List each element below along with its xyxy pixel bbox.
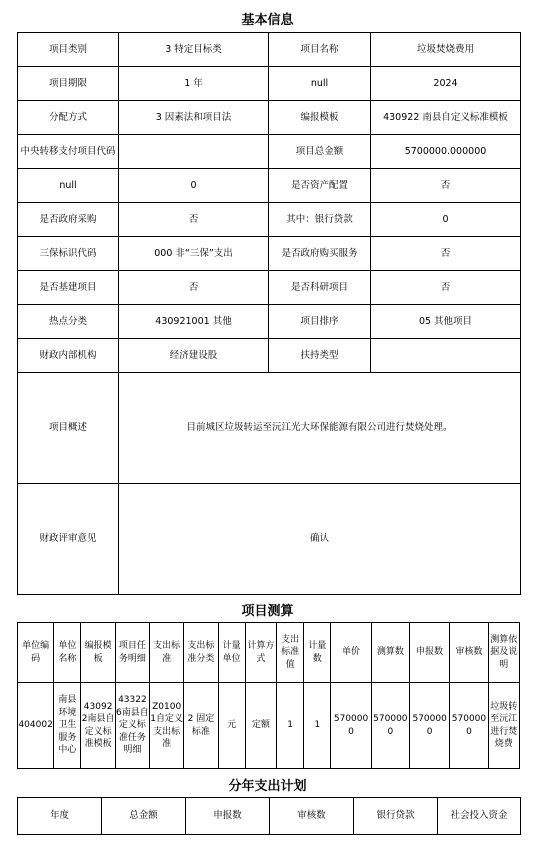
info-row xyxy=(18,135,521,169)
info-value: 2024 xyxy=(371,67,521,101)
info-row xyxy=(18,237,521,271)
info-label: 是否基建项目 xyxy=(18,271,119,305)
info-value: 0 xyxy=(371,203,521,237)
info-row xyxy=(18,169,521,203)
info-row xyxy=(18,203,521,237)
overview-value: 目前城区垃圾转运至沅江光大环保能源有限公司进行焚烧处理。 xyxy=(119,373,521,484)
info-label: null xyxy=(18,169,119,203)
info-value: 5700000.000000 xyxy=(371,135,521,169)
calc-header-cell: 测算依据及说明 xyxy=(488,623,519,683)
yearly-plan-table xyxy=(17,797,521,835)
calc-header-cell: 单价 xyxy=(331,623,371,683)
info-label: 项目排序 xyxy=(269,305,371,339)
basic-info-title: 基本信息 xyxy=(241,13,294,28)
info-label: 是否政府采购 xyxy=(18,203,119,237)
yearly-plan-title: 分年支出计划 xyxy=(228,779,307,794)
review-value: 确认 xyxy=(119,484,521,595)
info-value xyxy=(119,135,269,169)
calc-data-row xyxy=(18,683,520,769)
calc-cell: 1 xyxy=(304,683,331,769)
info-row xyxy=(18,67,521,101)
info-label: null xyxy=(269,67,371,101)
plan-header-row xyxy=(18,798,521,835)
calc-header-cell: 计量数 xyxy=(304,623,331,683)
info-label: 分配方式 xyxy=(18,101,119,135)
info-row xyxy=(18,33,521,67)
info-label: 是否政府购买服务 xyxy=(269,237,371,271)
info-value: 430922 南县自定义标准模板 xyxy=(371,101,521,135)
info-value: 否 xyxy=(371,169,521,203)
overview-label: 项目概述 xyxy=(18,373,119,484)
info-value: 3 因素法和项目法 xyxy=(119,101,269,135)
project-calc-title: 项目测算 xyxy=(241,604,294,619)
calc-cell: 5700000 xyxy=(331,683,371,769)
info-value: 否 xyxy=(371,271,521,305)
info-value: 否 xyxy=(371,237,521,271)
calc-header-cell: 支出标准分类 xyxy=(184,623,218,683)
info-value: 1 年 xyxy=(119,67,269,101)
info-label: 财政内部机构 xyxy=(18,339,119,373)
calc-header-cell: 测算数 xyxy=(371,623,409,683)
info-value: 否 xyxy=(119,203,269,237)
plan-header-cell: 总金额 xyxy=(102,798,186,835)
info-value: 000 非“三保”支出 xyxy=(119,237,269,271)
review-row xyxy=(18,484,521,595)
calc-cell: 5700000 xyxy=(410,683,450,769)
info-label: 三保标识代码 xyxy=(18,237,119,271)
calc-header-cell: 申报数 xyxy=(410,623,450,683)
info-value: 0 xyxy=(119,169,269,203)
calc-cell: 垃圾转至沅江进行焚烧费 xyxy=(488,683,519,769)
info-row xyxy=(18,339,521,373)
calc-header-cell: 支出标准 xyxy=(150,623,184,683)
calc-header-cell: 项目任务明细 xyxy=(115,623,149,683)
info-label: 项目期限 xyxy=(18,67,119,101)
calc-header-cell: 单位编码 xyxy=(18,623,54,683)
calc-cell: 南县环境卫生服务中心 xyxy=(54,683,81,769)
calc-cell: 2 固定标准 xyxy=(184,683,218,769)
info-value: 经济建设股 xyxy=(119,339,269,373)
info-value: 430921001 其他 xyxy=(119,305,269,339)
calc-cell: 定额 xyxy=(245,683,276,769)
overview-row xyxy=(18,373,521,484)
calc-header-cell: 单位名称 xyxy=(54,623,81,683)
calc-header-cell: 计算方式 xyxy=(245,623,276,683)
info-row xyxy=(18,101,521,135)
info-label: 项目名称 xyxy=(269,33,371,67)
calc-header-cell: 编报模板 xyxy=(81,623,115,683)
info-row xyxy=(18,271,521,305)
review-label: 财政评审意见 xyxy=(18,484,119,595)
calc-cell: 5700000 xyxy=(450,683,488,769)
info-label: 是否资产配置 xyxy=(269,169,371,203)
info-label: 是否科研项目 xyxy=(269,271,371,305)
calc-cell: 1 xyxy=(276,683,303,769)
plan-header-cell: 年度 xyxy=(18,798,102,835)
calc-cell: 430922南县自定义标准模板 xyxy=(81,683,115,769)
calc-cell: Z01001自定义支出标准 xyxy=(150,683,184,769)
project-calc-table xyxy=(17,622,520,769)
basic-info-table xyxy=(17,32,521,595)
info-value xyxy=(371,339,521,373)
calc-cell: 5700000 xyxy=(371,683,409,769)
info-value: 3 特定目标类 xyxy=(119,33,269,67)
plan-header-cell: 社会投入资金 xyxy=(438,798,521,835)
info-label: 热点分类 xyxy=(18,305,119,339)
info-value: 05 其他项目 xyxy=(371,305,521,339)
info-value: 否 xyxy=(119,271,269,305)
calc-header-row xyxy=(18,623,520,683)
info-value: 垃圾焚烧费用 xyxy=(371,33,521,67)
plan-header-cell: 审核数 xyxy=(270,798,354,835)
calc-cell: 433226南县自定义标准任务明细 xyxy=(115,683,149,769)
info-label: 编报模板 xyxy=(269,101,371,135)
info-label: 项目总金额 xyxy=(269,135,371,169)
info-label: 中央转移支付项目代码 xyxy=(18,135,119,169)
calc-cell: 404002 xyxy=(18,683,54,769)
calc-cell: 元 xyxy=(218,683,245,769)
info-label: 扶持类型 xyxy=(269,339,371,373)
calc-header-cell: 计量单位 xyxy=(218,623,245,683)
calc-header-cell: 审核数 xyxy=(450,623,488,683)
info-row xyxy=(18,305,521,339)
calc-header-cell: 支出标准值 xyxy=(276,623,303,683)
info-label: 其中：银行贷款 xyxy=(269,203,371,237)
plan-header-cell: 申报数 xyxy=(186,798,270,835)
info-label: 项目类别 xyxy=(18,33,119,67)
plan-header-cell: 银行贷款 xyxy=(354,798,438,835)
